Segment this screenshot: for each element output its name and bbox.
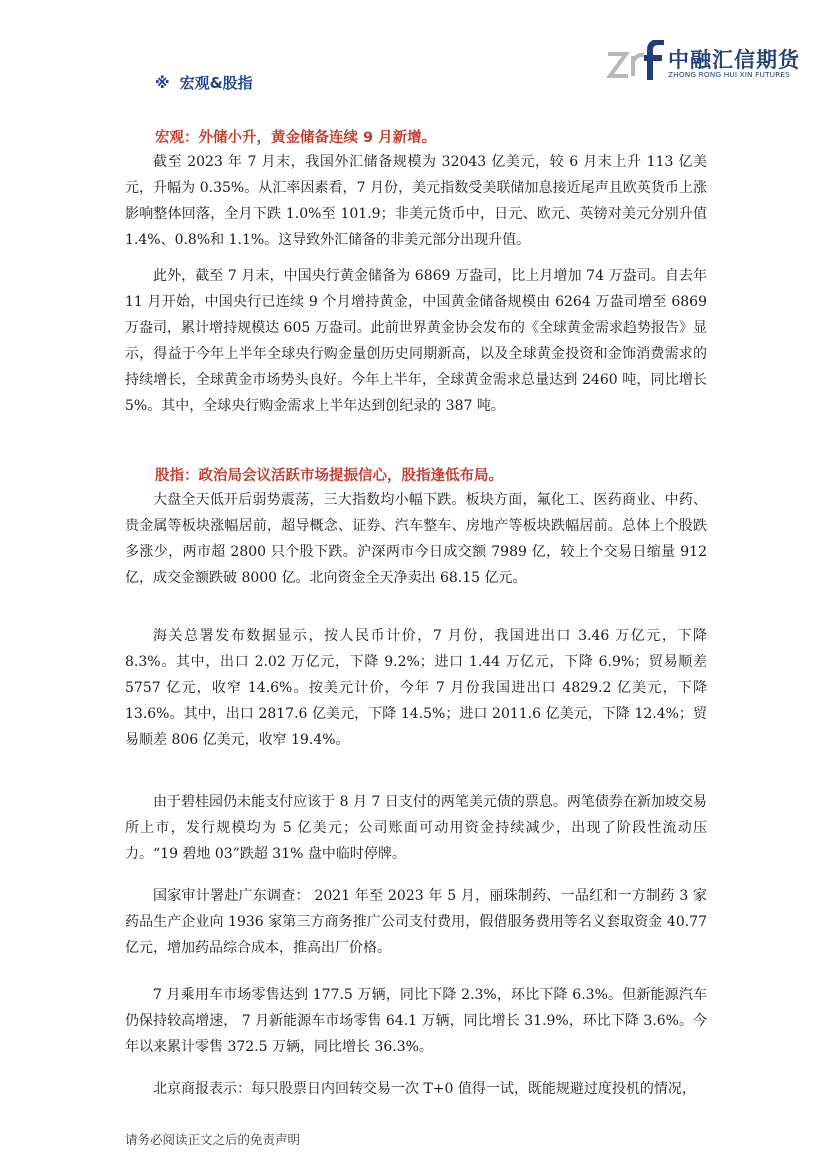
macro-paragraph-2: 此外，截至 7 月末，中国央行黄金储备为 6869 万盎司，比上月增加 74 万盎司。自去年 11 月开始，中国央行已连续 9 个月增持黄金，中国黄金储备规模由 6264 万盎司增至 6869 万盎司，累计增持规模达 605 万盎司。此前世界黄金协会发布的《全球黄金需求趋势报告》显示，得益于今年上半年全球央行购金量创历史同期新高，以及全球黄金投资和金饰消费需求的持续增长，全球黄金市场势头良好。今年上半年，全球黄金需求总量达到 2460 吨，同比增长 5%。其中，全球央行购金需求上半年达到创纪录的 387 吨。	[125, 268, 707, 414]
index-heading: 股指：政治局会议活跃市场提振信心，股指逢低布局。	[155, 468, 503, 484]
company-logo	[606, 40, 800, 84]
logo-chinese-name: 中融汇信期货	[668, 48, 800, 72]
logo-english-name: ZHONG RONG HUI XIN FUTURES	[668, 70, 790, 79]
index-paragraph-1: 大盘全天低开后弱势震荡，三大指数均小幅下跌。板块方面，氟化工、医药商业、中药、贵金属等板块涨幅居前，超导概念、证券、汽车整车、房地产等板块跌幅居前。总体上个股跌多涨少，两市超 2800 只个股下跌。沪深两市今日成交额 7989 亿，较上个交易日缩量 912 亿，成交金额跌破 8000 亿。北向资金全天净卖出 68.15 亿元。	[125, 492, 707, 586]
index-paragraph-6: 北京商报表示：每只股票日内回转交易一次 T+0 值得一试，既能规避过度投机的情况，	[153, 1081, 696, 1097]
section-title	[155, 72, 253, 93]
index-paragraph-4: 国家审计署赴广东调查： 2021 年至 2023 年 5 月，丽珠制药、一品红和一方制药 3 家药品生产企业向 1936 家第三方商务推广公司支付费用，假借服务费用等名义套取资金 40.77 亿元，增加药品综合成本，推高出厂价格。	[125, 888, 707, 956]
index-paragraph-3: 由于碧桂园仍未能支付应该于 8 月 7 日支付的两笔美元债的票息。两笔债券在新加坡交易所上市，发行规模均为 5 亿美元；公司账面可动用资金持续减少，出现了阶段性流动压力。“19 碧地 03”跌超 31% 盘中临时停牌。	[125, 794, 707, 862]
macro-paragraph-1: 截至 2023 年 7 月末，我国外汇储备规模为 32043 亿美元，较 6 月末上升 113 亿美元，升幅为 0.35%。从汇率因素看，7 月份，美元指数受美联储加息接近尾声且欧英货币上涨影响整体回落，全月下跌 1.0%至 101.9；非美元货币中，日元、欧元、英镑对美元分别升值 1.4%、0.8%和 1.1%。这导致外汇储备的非美元部分出现升值。	[125, 154, 707, 248]
reference-mark-icon: ※	[155, 74, 170, 92]
zrf-logo-mark	[606, 40, 666, 84]
section-title-text: 宏观&股指	[179, 74, 253, 92]
index-paragraph-2: 海关总署发布数据显示，按人民币计价，7 月份，我国进出口 3.46 万亿元，下降 8.3%。其中，出口 2.02 万亿元，下降 9.2%；进口 1.44 万亿元，下降 6.9%；贸易顺差 5757 亿元，收窄 14.6%。按美元计价，今年 7 月份我国进出口 4829.2 亿美元，下降 13.6%。其中，出口 2817.6 亿美元，下降 14.5%；进口 2011.6 亿美元，下降 12.4%；贸易顺差 806 亿美元，收窄 19.4%。	[125, 628, 707, 748]
macro-heading: 宏观：外储小升，黄金储备连续 9 月新增。	[155, 130, 437, 146]
index-paragraph-5: 7 月乘用车市场零售达到 177.5 万辆，同比下降 2.3%，环比下降 6.3%。但新能源汽车仍保持较高增速， 7 月新能源车市场零售 64.1 万辆，同比增长 31.9%，环比下降 3.6%。今年以来累计零售 372.5 万辆，同比增长 36.3%。	[125, 987, 707, 1055]
disclaimer-footer: 请务必阅读正文之后的免责声明	[125, 1132, 301, 1147]
